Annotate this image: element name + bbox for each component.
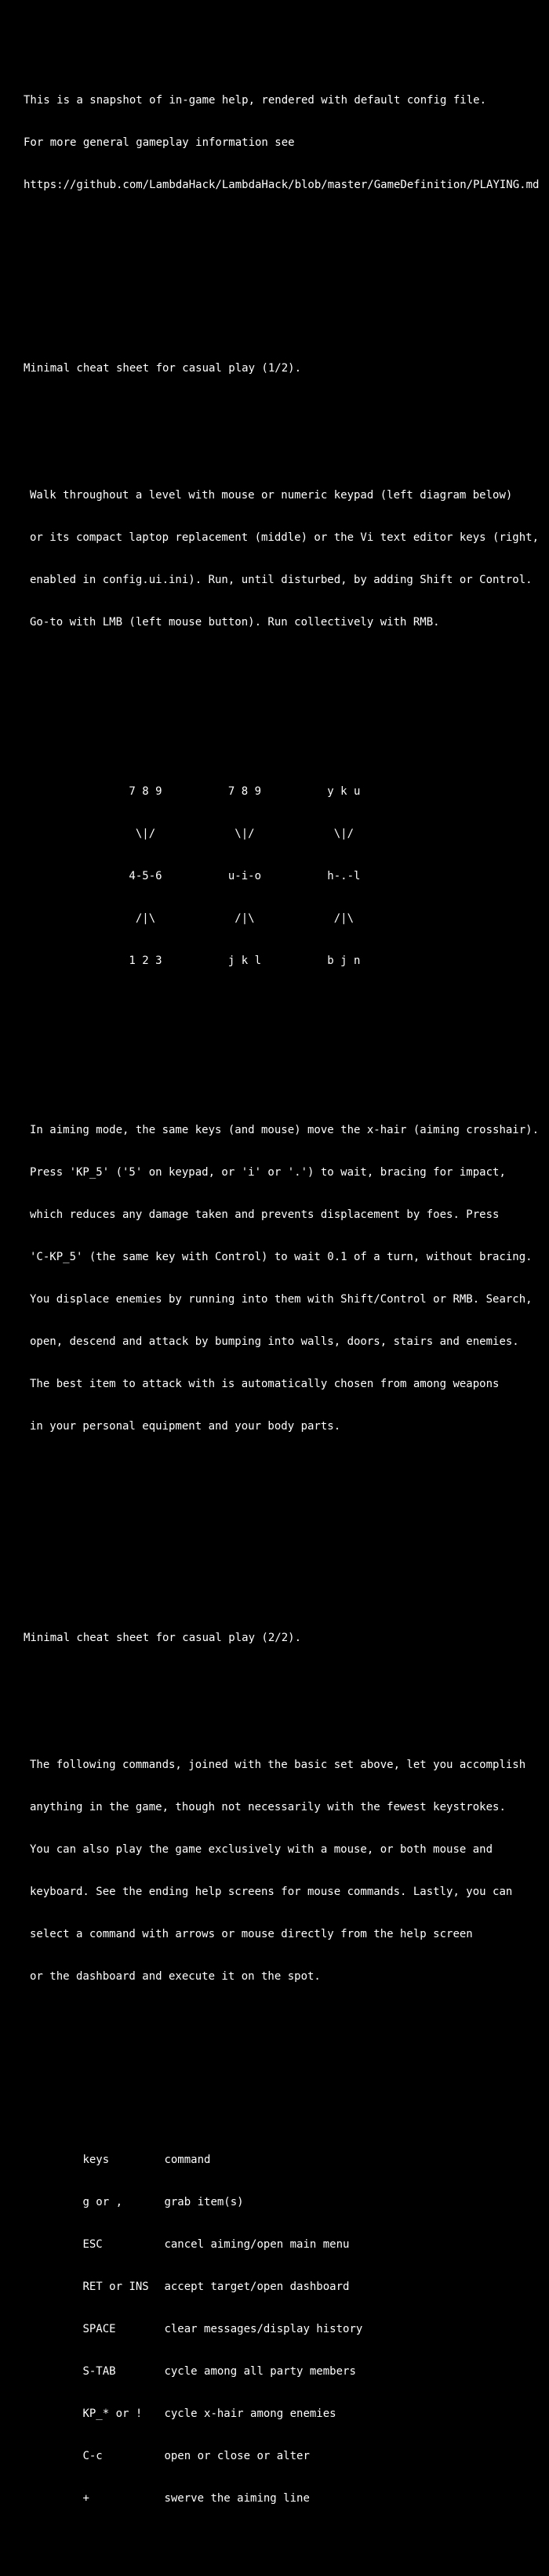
help-screen [24,23,541,2576]
keys-column-header: keys [82,2154,110,2166]
intro-block [24,65,541,220]
diagram-row: 7 8 9 7 8 9 y k u [30,785,361,798]
command-row-grab[interactable] [24,2181,541,2208]
section-title: Minimal cheat sheet for casual play (2/2). [24,1632,302,1644]
command-keys: KP_* or ! [82,2408,143,2420]
command-description: cycle x-hair among enemies [164,2408,336,2420]
paragraph-line: anything in the game, though not necessarily with the fewest keystrokes. [30,1801,506,1813]
command-description: accept target/open dashboard [164,2281,350,2293]
command-row-cycle-xhair[interactable] [24,2393,541,2420]
command-row-alter[interactable] [24,2435,541,2462]
command-keys: g or , [82,2196,123,2208]
paragraph-line: The best item to attack with is automatically chosen from among weapons [30,1378,500,1390]
paragraph-line: The following commands, joined with the basic set above, let you accomplish [30,1759,526,1771]
command-description: swerve the aiming line [164,2492,310,2505]
paragraph-line: select a command with arrows or mouse directly from the help screen [30,1928,473,1940]
aiming-paragraph [24,1095,541,1462]
diagram-row: 4-5-6 u-i-o h-.-l [30,870,361,882]
diagram-row: /|\ /|\ /|\ [30,912,354,925]
paragraph-line: keyboard. See the ending help screens for mouse commands. Lastly, you can [30,1886,513,1898]
commands-paragraph [24,1730,541,2012]
command-table [24,2110,541,2520]
command-description: grab item(s) [164,2196,244,2208]
command-row-cancel-aiming[interactable] [24,2223,541,2251]
command-description: cycle among all party members [164,2365,356,2378]
command-row-swerve[interactable] [24,2477,541,2505]
paragraph-line: or its compact laptop replacement (middle) or the Vi text editor keys (right, [30,531,540,544]
paragraph-line: In aiming mode, the same keys (and mouse) move the x-hair (aiming crosshair). [30,1124,540,1136]
paragraph-line: or the dashboard and execute it on the spot. [30,1970,321,1983]
diagram-row: \|/ \|/ \|/ [30,828,354,840]
paragraph-line: Walk throughout a level with mouse or numeric keypad (left diagram below) [30,489,513,502]
command-description: open or close or alter [164,2450,310,2462]
command-keys: SPACE [82,2323,116,2335]
command-description: cancel aiming/open main menu [164,2238,350,2251]
command-keys: C-c [82,2450,103,2462]
intro-line: For more general gameplay information see [24,136,295,149]
command-keys: RET or INS [82,2281,149,2293]
playing-doc-link[interactable]: https://github.com/LambdaHack/LambdaHack/blob/master/GameDefinition/PLAYING.md [24,179,540,191]
command-description: clear messages/display history [164,2323,363,2335]
diagram-row: 1 2 3 j k l b j n [30,955,361,967]
command-row-clear-messages[interactable] [24,2308,541,2335]
paragraph-line: open, descend and attack by bumping into walls, doors, stairs and enemies. [30,1335,519,1348]
paragraph-line: Go-to with LMB (left mouse button). Run collectively with RMB. [30,616,440,629]
command-keys: ESC [82,2238,103,2251]
movement-paragraph [24,460,541,658]
paragraph-line: 'C-KP_5' (the same key with Control) to wait 0.1 of a turn, without bracing. [30,1251,533,1263]
command-row-cycle-party[interactable] [24,2350,541,2378]
command-keys: + [82,2492,89,2505]
paragraph-line: which reduces any damage taken and prevents displacement by foes. Press [30,1208,500,1221]
paragraph-line: in your personal equipment and your body parts. [30,1420,341,1433]
command-column-header: command [164,2154,211,2166]
cheat-sheet-part-2 [24,1603,541,2548]
movement-key-diagram [24,756,541,996]
paragraph-line: Press 'KP_5' ('5' on keypad, or 'i' or '.') to wait, bracing for impact, [30,1166,506,1179]
paragraph-line: enabled in config.ui.ini). Run, until disturbed, by adding Shift or Control. [30,574,533,586]
command-keys: S-TAB [82,2365,116,2378]
paragraph-line: You can also play the game exclusively with a mouse, or both mouse and [30,1843,493,1856]
command-table-header [24,2139,541,2166]
intro-line: This is a snapshot of in-game help, rendered with default config file. [24,94,487,107]
command-row-accept-target[interactable] [24,2266,541,2293]
cheat-sheet-part-1 [24,333,541,1490]
paragraph-line: You displace enemies by running into them with Shift/Control or RMB. Search, [30,1293,533,1306]
section-title: Minimal cheat sheet for casual play (1/2). [24,362,302,375]
